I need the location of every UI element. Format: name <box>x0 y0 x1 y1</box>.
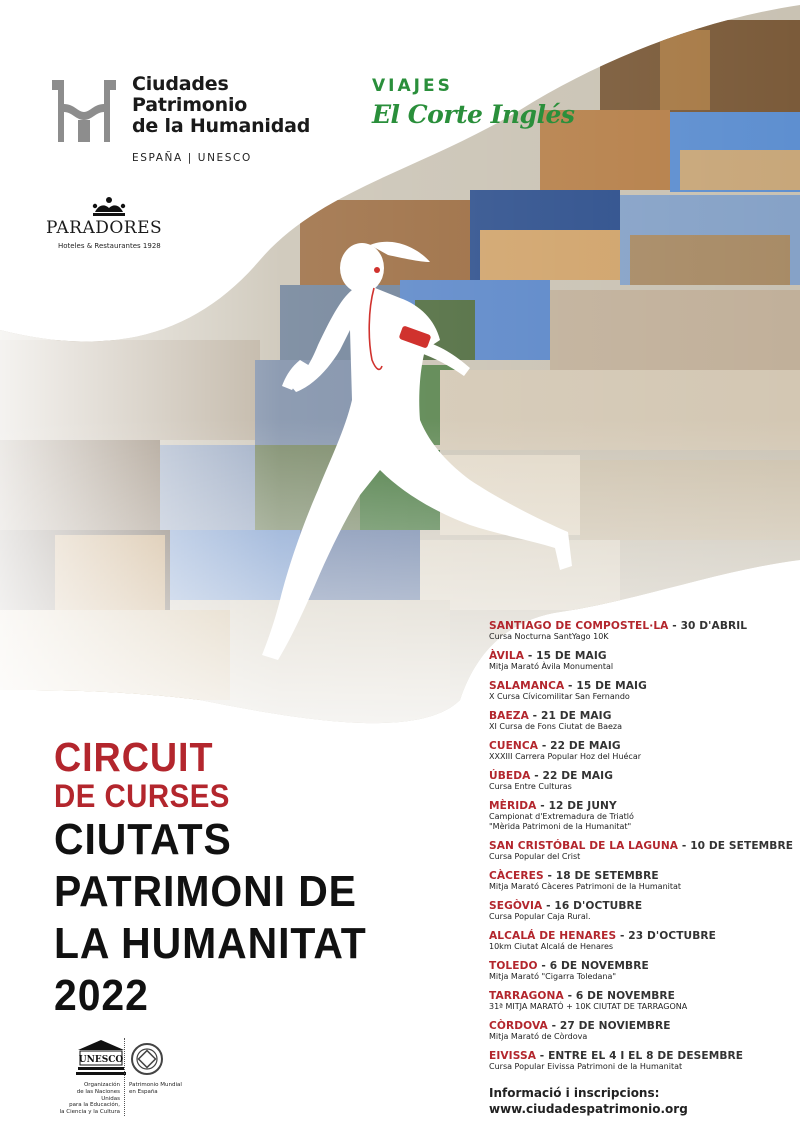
info-block <box>489 1085 688 1117</box>
event-description: Cursa Popular Eivissa Patrimoni de la Humanitat <box>489 1062 683 1071</box>
event-heading <box>489 710 789 722</box>
event-date: 27 DE NOVIEMBRE <box>559 1020 671 1032</box>
info-url[interactable]: www.ciudadespatrimonio.org <box>489 1102 688 1116</box>
event-description: Mitja Marató Àvila Monumental <box>489 662 614 671</box>
event-separator: - <box>668 620 681 632</box>
event-date: 15 DE MAIG <box>536 650 607 662</box>
event-description: Mitja Marató Càceres Patrimoni de la Humanitat <box>489 882 682 891</box>
unesco-block <box>58 1038 182 1118</box>
title-main: CIUTATS PATRIMONI DE LA HUMANITAT 2022 <box>54 815 367 1020</box>
event-date: 23 D'OCTUBRE <box>628 930 716 942</box>
paradores-name: PARADORES <box>46 218 163 238</box>
event-date: 22 DE MAIG <box>550 740 621 752</box>
event-separator: - <box>543 870 556 882</box>
event-city: SEGÒVIA <box>489 900 543 912</box>
event-item <box>489 770 789 800</box>
event-date: 10 DE SETEMBRE <box>690 840 794 852</box>
event-city: CUENCA <box>489 740 539 752</box>
event-description: X Cursa Cívicomilitar San Fernando <box>489 692 630 701</box>
event-heading <box>489 770 789 782</box>
event-date: 30 D'ABRIL <box>680 620 748 632</box>
event-separator: - <box>564 680 577 692</box>
event-city: TOLEDO <box>489 960 538 972</box>
ciudades-patrimonio-logo <box>48 74 318 166</box>
event-heading <box>489 1020 789 1032</box>
event-description: XI Cursa de Fons Ciutat de Baeza <box>489 722 623 731</box>
event-description: Cursa Popular del Crist <box>489 852 581 861</box>
event-item <box>489 990 789 1020</box>
event-heading <box>489 900 789 912</box>
event-separator: - <box>536 800 549 812</box>
event-item <box>489 840 794 870</box>
event-heading <box>489 870 789 882</box>
event-item <box>489 650 789 680</box>
unesco-org-text: Organización de las Naciones Unidas para la Educación, la Ciencia y la Cultura <box>59 1082 120 1116</box>
event-description: XXXIII Carrera Popular Hoz del Huécar <box>489 752 642 761</box>
event-item <box>489 870 789 900</box>
event-item <box>489 930 789 960</box>
event-item <box>489 740 789 770</box>
event-separator: - <box>678 840 691 852</box>
event-city: SANTIAGO DE COMPOSTEL·LA <box>489 620 669 632</box>
el-corte-ingles-logo: El Corte Inglés <box>372 100 575 129</box>
event-item <box>489 960 789 990</box>
info-label: Informació i inscripcions: <box>489 1086 660 1100</box>
event-city: CÀCERES <box>489 870 544 882</box>
event-separator: - <box>536 1050 549 1062</box>
event-description: Mitja Marató de Còrdova <box>489 1032 588 1041</box>
event-heading <box>489 680 789 692</box>
event-separator: - <box>524 650 537 662</box>
event-city: EIVISSA <box>489 1050 537 1062</box>
world-heritage-emblem-icon <box>130 1042 164 1076</box>
event-heading <box>489 620 789 632</box>
event-description: Cursa Entre Culturas <box>489 782 572 791</box>
event-description: 10km Ciutat Alcalá de Henares <box>489 942 614 951</box>
event-date: 6 DE NOVEMBRE <box>575 990 675 1002</box>
event-city: CÒRDOVA <box>489 1020 548 1032</box>
event-item <box>489 620 789 650</box>
event-city: ALCALÁ DE HENARES <box>489 930 617 942</box>
event-heading <box>489 960 789 972</box>
event-description: Cursa Nocturna SantYago 10K <box>489 632 609 641</box>
unesco-divider <box>124 1038 125 1116</box>
event-date: 15 DE MAIG <box>576 680 647 692</box>
event-separator: - <box>528 710 541 722</box>
event-item <box>489 900 789 930</box>
events-list <box>489 620 794 1080</box>
event-date: 21 DE MAIG <box>540 710 612 722</box>
event-item <box>489 1020 789 1050</box>
event-city: MÈRIDA <box>489 800 537 812</box>
event-city: SALAMANCA <box>489 680 565 692</box>
event-description: Cursa Popular Caja Rural. <box>489 912 591 921</box>
title-circuit: CIRCUIT <box>54 734 214 780</box>
event-heading <box>489 990 789 1002</box>
event-item <box>489 680 789 710</box>
event-date: 6 DE NOVEMBRE <box>549 960 649 972</box>
cph-monogram-icon <box>48 76 120 146</box>
world-heritage-text: Patrimonio Mundial en España <box>129 1082 182 1095</box>
event-city: BAEZA <box>489 710 529 722</box>
event-heading <box>489 1050 789 1062</box>
event-separator: - <box>538 740 551 752</box>
event-item <box>489 800 789 840</box>
event-city: ÚBEDA <box>489 770 531 782</box>
unesco-temple-icon <box>76 1038 126 1078</box>
cph-name: Ciudades Patrimonio de la Humanidad <box>132 73 311 137</box>
event-item <box>489 1050 789 1080</box>
event-date: 16 D'OCTUBRE <box>554 900 643 912</box>
event-description: 31ª MITJA MARATÓ + 10K CIUTAT DE TARRAGONA <box>489 1002 688 1011</box>
event-date: ENTRE EL 4 I EL 8 DE DESEMBRE <box>548 1050 744 1062</box>
unesco-wordmark: UNESCO <box>78 1055 124 1065</box>
event-item <box>489 710 789 740</box>
event-heading <box>489 650 789 662</box>
event-description: Campionat d'Extremadura de Triatló <box>489 812 634 821</box>
event-separator: - <box>616 930 629 942</box>
viajes-label: VIAJES <box>372 76 453 96</box>
event-heading <box>489 930 789 942</box>
event-description: "Mèrida Patrimoni de la Humanitat" <box>489 822 632 831</box>
event-date: 22 DE MAIG <box>542 770 614 782</box>
event-city: SAN CRISTÓBAL DE LA LAGUNA <box>489 840 679 852</box>
event-heading <box>489 800 789 812</box>
event-date: 18 DE SETEMBRE <box>555 870 659 882</box>
event-separator: - <box>542 900 555 912</box>
event-city: TARRAGONA <box>489 990 564 1002</box>
event-separator: - <box>530 770 543 782</box>
event-separator: - <box>537 960 550 972</box>
event-separator: - <box>563 990 576 1002</box>
event-separator: - <box>547 1020 560 1032</box>
event-date: 12 DE JUNY <box>548 800 617 812</box>
cph-subtitle: ESPAÑA | UNESCO <box>132 152 252 164</box>
title-de-curses: DE CURSES <box>54 778 230 814</box>
crown-icon <box>91 196 127 218</box>
event-heading <box>489 840 794 852</box>
event-city: ÀVILA <box>489 650 525 662</box>
event-description: Mitja Marató "Cigarra Toledana" <box>489 972 617 981</box>
event-heading <box>489 740 789 752</box>
paradores-subtitle: Hoteles & Restaurantes 1928 <box>58 242 161 250</box>
